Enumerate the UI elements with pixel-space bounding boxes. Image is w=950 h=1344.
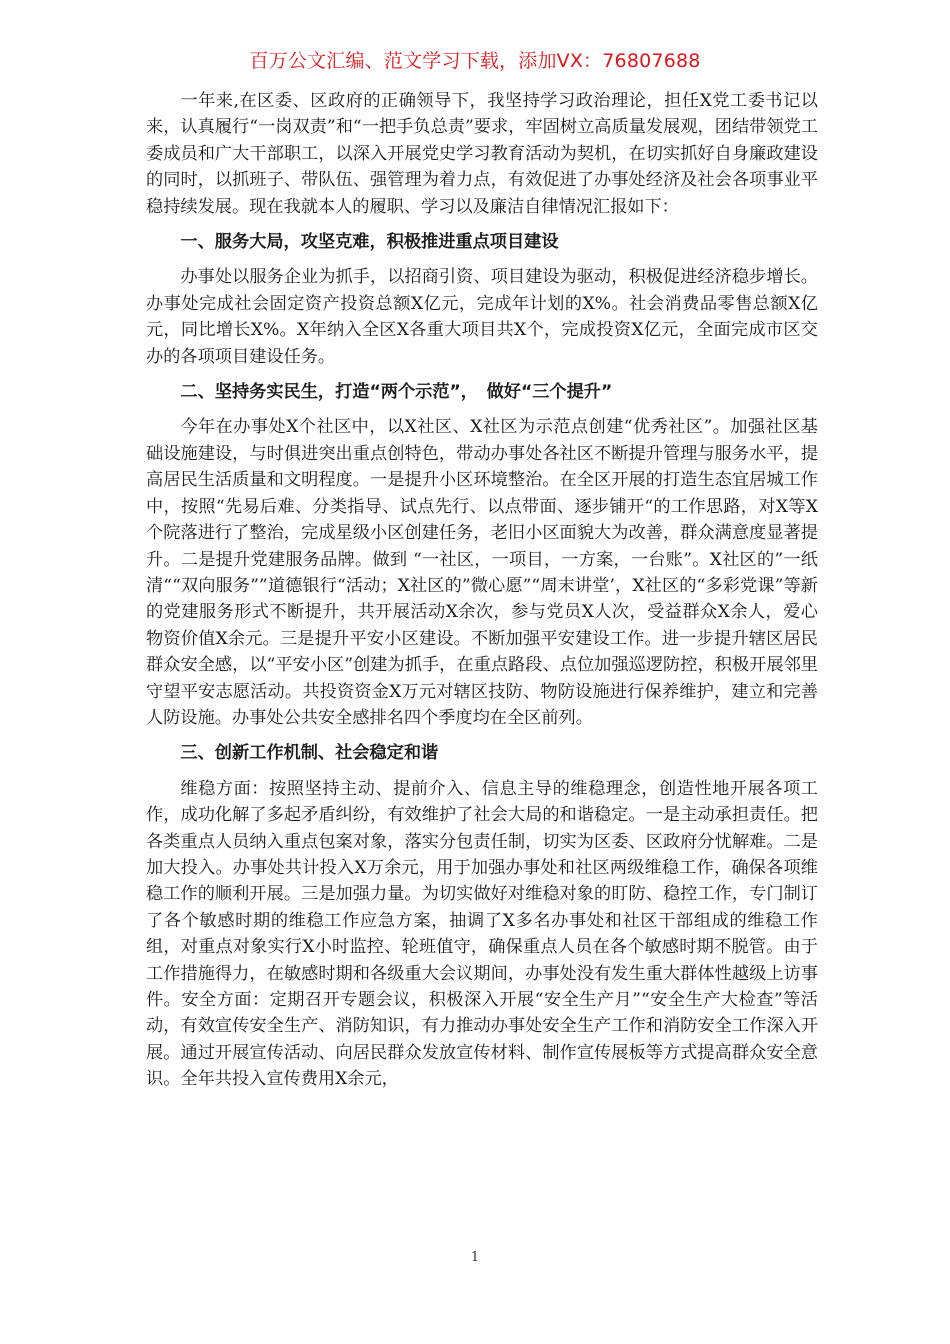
section-2-body: 今年在办事处X个社区中，以X社区、X社区为示范点创建“优秀社区”。加强社区基础设施建设，与时俱进突出重点创特色，带动办事处各社区不断提升管理与服务水平，提高居民生活质量和文明程度。一是提升小区环境整治。在全区开展的打造生态宜居城工作中，按照“先易后难、分类指导、试点先行、以点带面、逐步铺开“的工作思路，对X等X个院落进行了整治，完成星级小区创建任务，老旧小区面貌大为改善，群众满意度显著提升。二是提升党建服务品牌。做到 “一社区，一项目，一方案，一台账”。X社区的”一纸清““双向服务””道德银行“活动；X社区的”微心愿”“周末讲堂’，X社区的“多彩党课”等新的党建服务形式不断提升，共开展活动X余次，参与党员X人次，受益群众X余人，爱心物资价值X余元。三是提升平安小区建设。不断加强平安建设工作。进一步提升辖区居民群众安全感，以“平安小区”创建为抓手，在重点路段、点位加强巡逻防控，积极开展邻里守望平安志愿活动。共投资资金X万元对辖区技防、物防设施进行保养维护，建立和完善人防设施。办事处公共安全感排名四个季度均在全区前列。 — [146, 417, 818, 728]
section-3-heading: 三、创新工作机制、社会稳定和谐 — [180, 743, 439, 764]
section-2-heading: 二、坚持务实民生，打造“两个示范”， 做好“三个提升” — [180, 382, 613, 403]
section-3-body: 维稳方面：按照坚持主动、提前介入、信息主导的维稳理念，创造性地开展各项工作，成功化解了多起矛盾纠纷，有效维护了社会大局的和谐稳定。一是主动承担责任。把各类重点人员纳入重点包案对象，落实分包责任制，切实为区委、区政府分忧解难。二是加大投入。办事处共计投入X万余元，用于加强办事处和社区两级维稳工作，确保各项维稳工作的顺利开展。三是加强力量。为切实做好对维稳对象的盯防、稳控工作，专门制订了各个敏感时期的维稳工作应急方案，抽调了X多名办事处和社区干部组成的维稳工作组，对重点对象实行X小时监控、轮班值守，确保重点人员在各个敏感时期不脱管。由于工作措施得力，在敏感时期和各级重大会议期间，办事处没有发生重大群体性越级上访事件。安全方面：定期召开专题会议，积极深入开展“安全生产月”“安全生产大检查”等活动，有效宣传安全生产、消防知识，有力推动办事处安全生产工作和消防安全工作深入开展。通过开展宣传活动、向居民群众发放宣传材料、制作宣传展板等方式提高群众安全意识。全年共投入宣传费用X余元， — [146, 778, 818, 1090]
intro-paragraph: 一年来,在区委、区政府的正确领导下，我坚持学习政治理论，担任X党工委书记以来，认真履行“一岗双责”和“一把手负总责”要求，牢固树立高质量发展观，团结带领党工委成员和广大干部职工，以深入开展党史学习教育活动为契机，在切实抓好自身廉政建设的同时，以抓班子、带队伍、强管理为着力点，有效促进了办事处经济及社会各项事业平稳持续发展。现在我就本人的履职、学习以及廉洁自律情况汇报如下： — [146, 91, 818, 217]
section-1-body: 办事处以服务企业为抓手，以招商引资、项目建设为驱动，积极促进经济稳步增长。办事处完成社会固定资产投资总额X亿元，完成年计划的X%。社会消费品零售总额X亿元，同比增长X%。X年纳入全区X各重大项目共X个，完成投资X亿元，全面完成市区交办的各项项目建设任务。 — [146, 267, 818, 367]
page-number: 1 — [470, 1250, 480, 1265]
document-body — [146, 88, 818, 1093]
header-banner: 百万公文汇编、范文学习下载，添加VX：76807688 — [249, 50, 701, 72]
section-1-heading: 一、服务大局，攻坚克难，积极推进重点项目建设 — [180, 232, 559, 253]
